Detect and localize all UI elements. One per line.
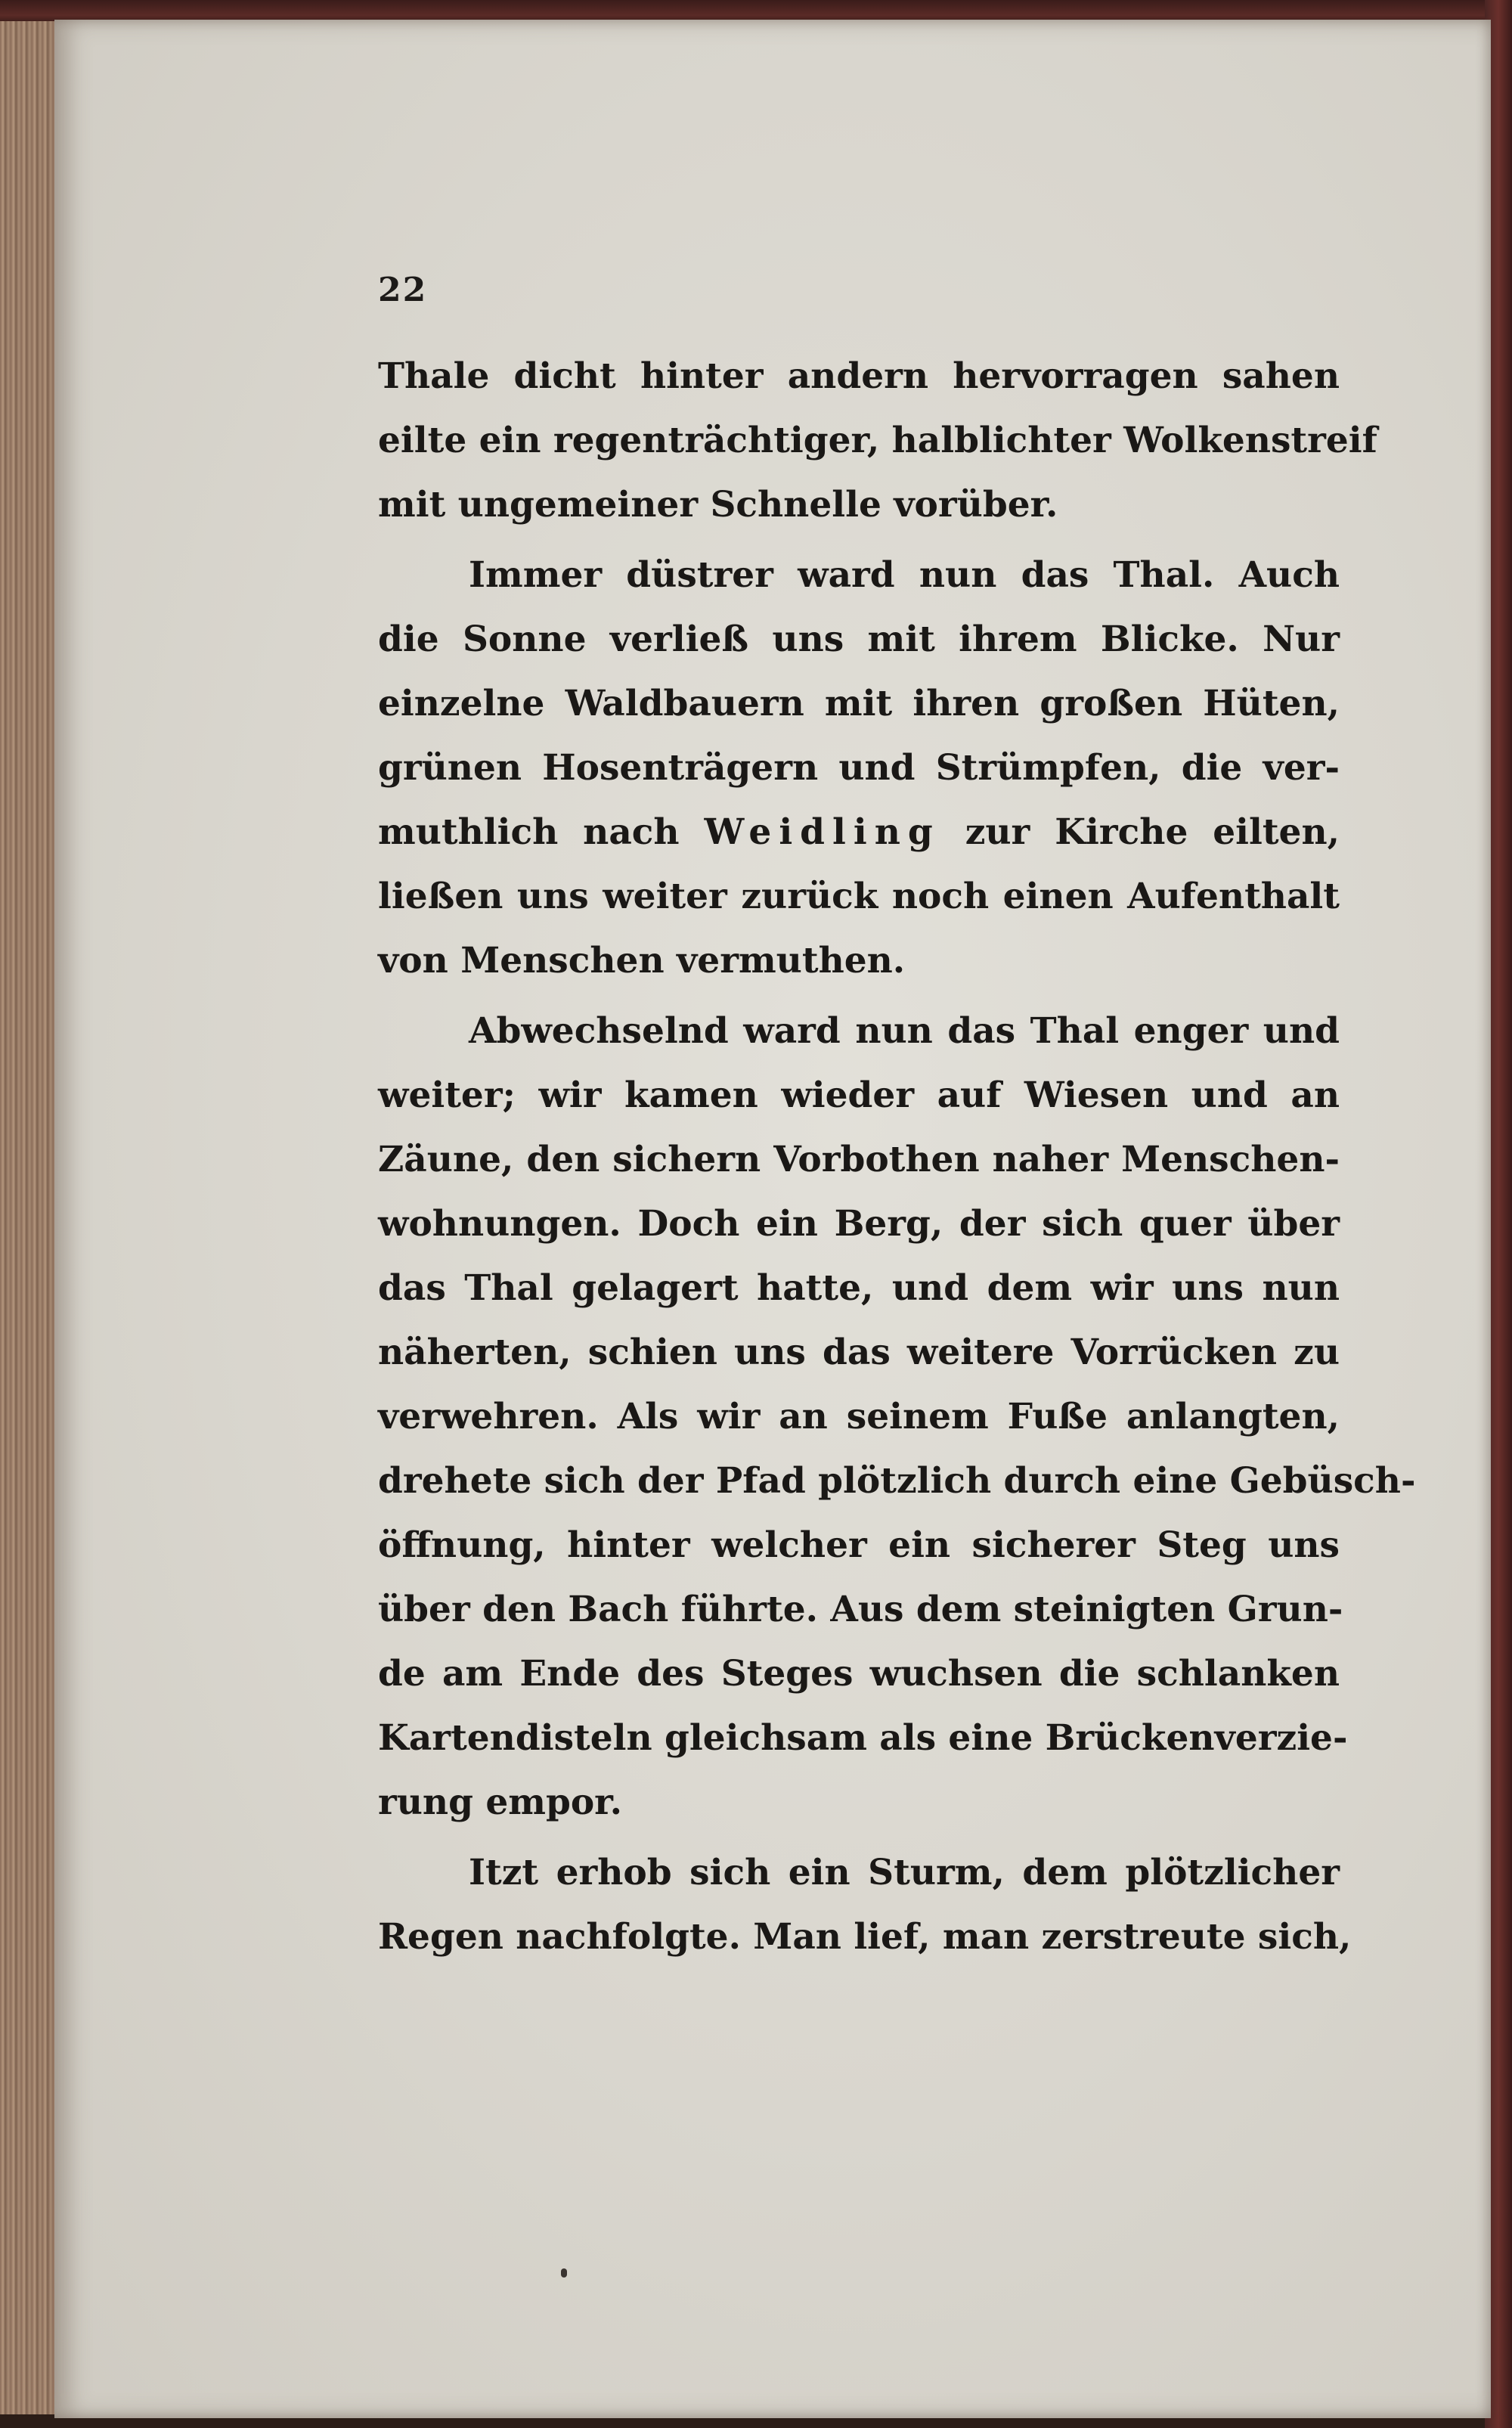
text-line: weiter; wir kamen wieder auf Wiesen und an <box>378 1074 1340 1116</box>
text-fragment: muthlich nach <box>378 811 680 853</box>
text-line: das Thal gelagert hatte, und dem wir uns nun <box>378 1267 1340 1309</box>
text-line: Kartendisteln gleichsam als eine Brückenverzie- <box>378 1717 1348 1759</box>
paragraph-1 <box>378 344 1377 537</box>
text-line: eilte ein regenträchtiger, halblichter Wolkenstreif <box>378 420 1377 461</box>
text-line: Thale dicht hinter andern hervorragen sahen <box>378 355 1340 397</box>
text-line: die Sonne verließ uns mit ihrem Blicke. Nur <box>378 619 1340 660</box>
paragraph-2 <box>378 543 1340 993</box>
spaced-place-name: Weidling <box>704 811 940 853</box>
text-line: über den Bach führte. Aus dem steinigten Grun- <box>378 1589 1343 1630</box>
text-line: verwehren. Als wir an seinem Fuße anlangten, <box>378 1396 1340 1437</box>
paragraph-3 <box>378 999 1416 1834</box>
text-line-with-spaced-name <box>378 800 1340 864</box>
text-line: einzelne Waldbauern mit ihren großen Hüten, <box>378 683 1340 724</box>
text-line: wohnungen. Doch ein Berg, der sich quer über <box>378 1203 1340 1245</box>
text-line: grünen Hosenträgern und Strümpfen, die ver- <box>378 747 1340 789</box>
text-line: Itzt erhob sich ein Sturm, dem plötzlicher <box>469 1852 1340 1893</box>
text-line: Zäune, den sichern Vorbothen naher Menschen- <box>378 1139 1340 1180</box>
text-line: Abwechselnd ward nun das Thal enger und <box>469 1010 1340 1052</box>
text-line: Regen nachfolgte. Man lief, man zerstreute sich, <box>378 1916 1352 1958</box>
text-fragment: zur Kirche eilten, <box>965 811 1340 853</box>
paragraph-4 <box>378 1840 1352 1969</box>
text-line: mit ungemeiner Schnelle vorüber. <box>378 484 1058 526</box>
text-line: näherten, schien uns das weitere Vorrücken zu <box>378 1332 1340 1373</box>
text-line: rung empor. <box>378 1781 622 1823</box>
text-line: öffnung, hinter welcher ein sicherer Steg uns <box>378 1524 1340 1566</box>
text-line: drehete sich der Pfad plötzlich durch eine Gebüsch- <box>378 1460 1416 1502</box>
paper-speck <box>561 2268 567 2278</box>
page-number: 22 <box>378 271 428 309</box>
text-line: von Menschen vermuthen. <box>378 940 906 981</box>
text-body <box>378 344 1416 1975</box>
text-line: Immer düstrer ward nun das Thal. Auch <box>469 554 1340 596</box>
text-line: de am Ende des Steges wuchsen die schlanken <box>378 1653 1340 1695</box>
text-line: ließen uns weiter zurück noch einen Aufenthalt <box>378 876 1340 917</box>
